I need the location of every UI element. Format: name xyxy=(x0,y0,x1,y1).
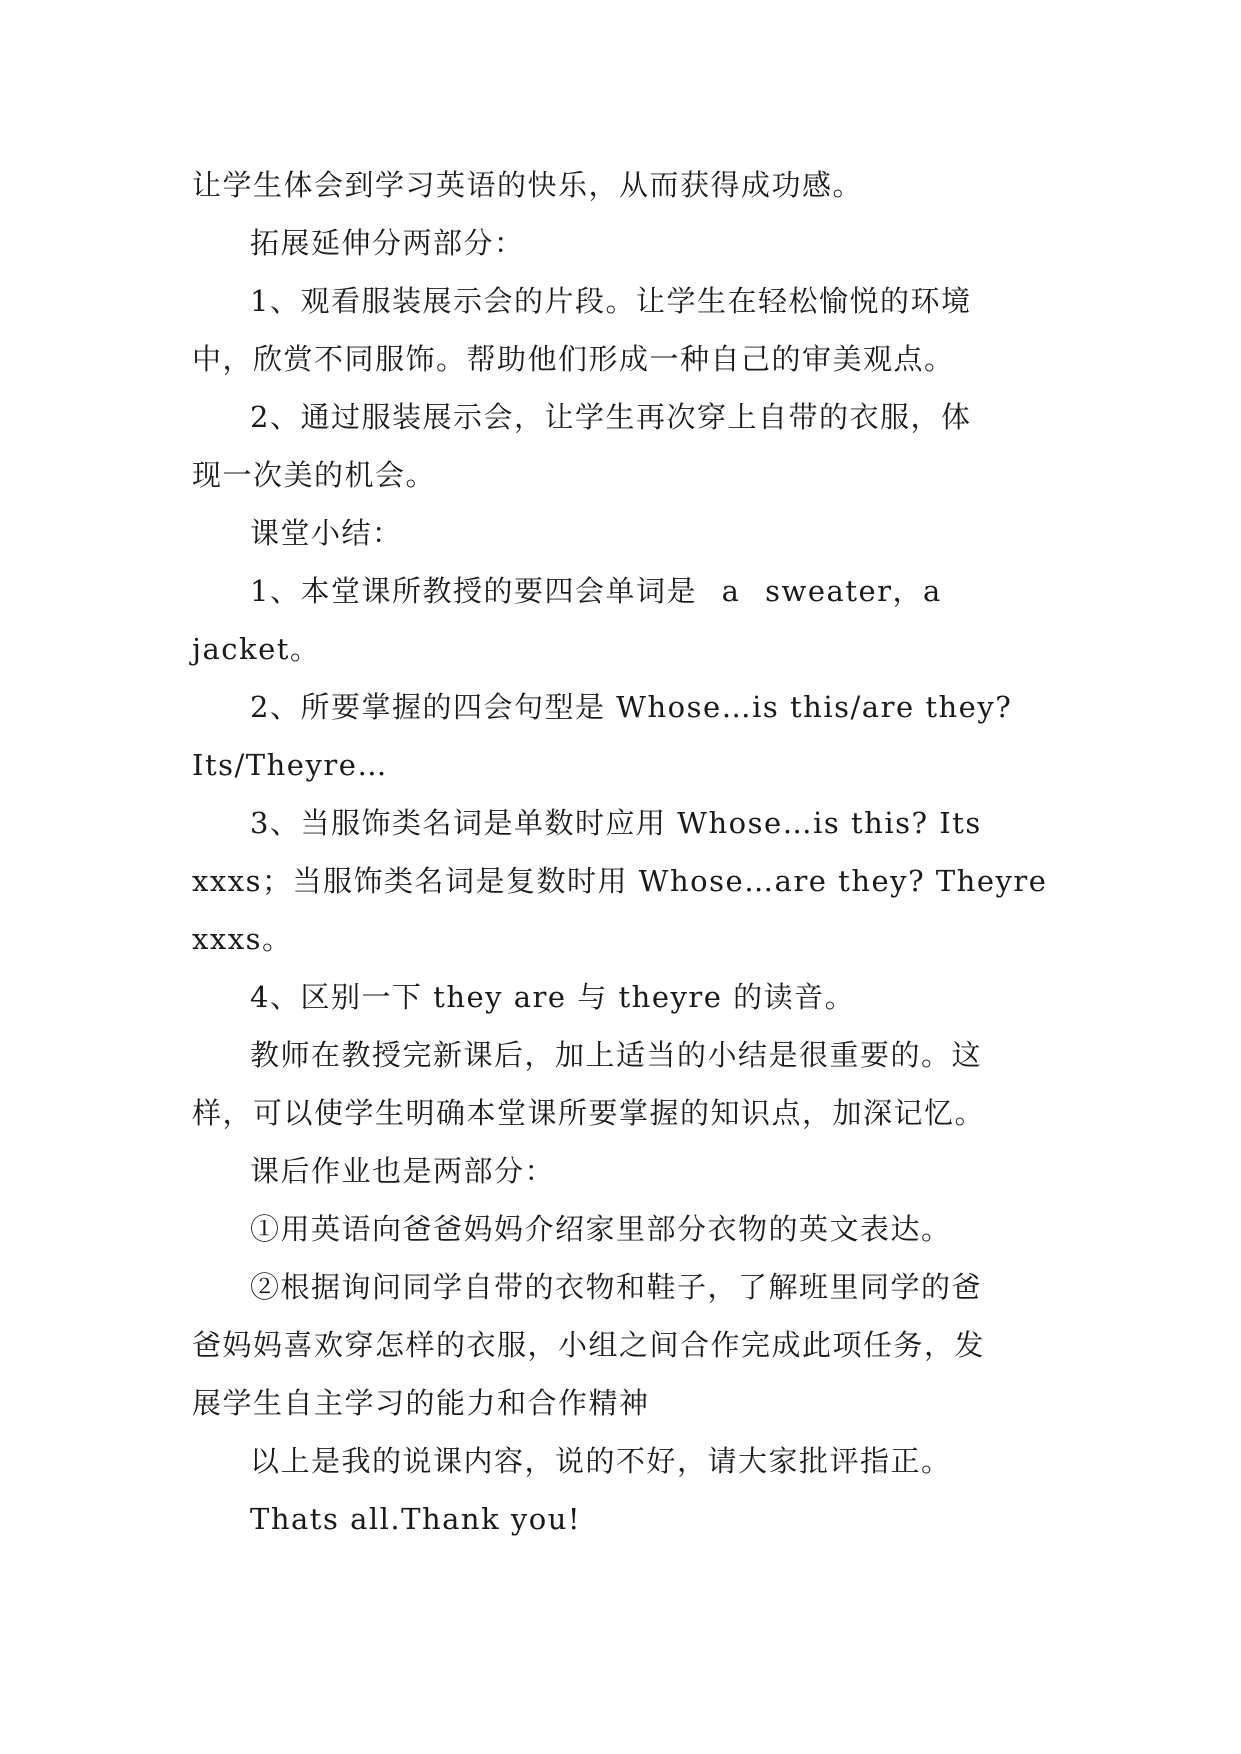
paragraph-line: 课堂小结： xyxy=(250,516,403,550)
paragraph-line: 2、所要掌握的四会句型是 Whose…is this/are they? xyxy=(250,690,1013,724)
paragraph-line: xxxs。 xyxy=(192,922,293,956)
paragraph-10 xyxy=(192,1026,1060,1142)
paragraph-14 xyxy=(192,1432,1060,1490)
paragraph-line: Its/Theyre… xyxy=(192,748,388,782)
paragraph-6 xyxy=(192,562,1060,678)
paragraph-line: 样，可以使学生明确本堂课所要掌握的知识点，加深记忆。 xyxy=(192,1096,986,1130)
paragraph-line: 让学生体会到学习英语的快乐，从而获得成功感。 xyxy=(192,168,864,202)
paragraph-line: 1、观看服装展示会的片段。让学生在轻松愉悦的环境 xyxy=(250,284,972,318)
paragraph-line: 4、区别一下 they are 与 theyre 的读音。 xyxy=(250,980,856,1014)
paragraph-13 xyxy=(192,1258,1060,1432)
document-body xyxy=(192,156,1060,1548)
paragraph-line: 2、通过服装展示会，让学生再次穿上自带的衣服，体 xyxy=(250,400,972,434)
paragraph-line: 以上是我的说课内容，说的不好，请大家批评指正。 xyxy=(250,1444,952,1478)
paragraph-line: jacket。 xyxy=(192,632,321,666)
paragraph-15 xyxy=(192,1490,1060,1548)
paragraph-line: 中，欣赏不同服饰。帮助他们形成一种自己的审美观点。 xyxy=(192,342,955,376)
paragraph-11 xyxy=(192,1142,1060,1200)
paragraph-7 xyxy=(192,678,1060,794)
paragraph-9 xyxy=(192,968,1060,1026)
paragraph-8 xyxy=(192,794,1060,968)
paragraph-line: Thats all.Thank you! xyxy=(250,1502,582,1536)
paragraph-line: ①用英语向爸爸妈妈介绍家里部分衣物的英文表达。 xyxy=(250,1212,952,1246)
paragraph-line: 3、当服饰类名词是单数时应用 Whose…is this? Its xyxy=(250,806,982,840)
paragraph-5 xyxy=(192,504,1060,562)
paragraph-3 xyxy=(192,272,1060,388)
paragraph-line: 课后作业也是两部分： xyxy=(250,1154,556,1188)
paragraph-line: 拓展延伸分两部分： xyxy=(250,226,525,260)
paragraph-line: 教师在教授完新课后，加上适当的小结是很重要的。这 xyxy=(250,1038,983,1072)
paragraph-line: 展学生自主学习的能力和合作精神 xyxy=(192,1386,650,1420)
paragraph-line: 1、本堂课所教授的要四会单词是 a sweater，a xyxy=(250,574,942,608)
paragraph-1 xyxy=(192,156,1060,214)
paragraph-4 xyxy=(192,388,1060,504)
paragraph-2 xyxy=(192,214,1060,272)
paragraph-line: 现一次美的机会。 xyxy=(192,458,437,492)
paragraph-line: 爸妈妈喜欢穿怎样的衣服，小组之间合作完成此项任务，发 xyxy=(192,1328,986,1362)
paragraph-12 xyxy=(192,1200,1060,1258)
paragraph-line: xxxs；当服饰类名词是复数时用 Whose…are they? Theyre xyxy=(192,864,1048,898)
paragraph-line: ②根据询问同学自带的衣物和鞋子，了解班里同学的爸 xyxy=(250,1270,983,1304)
